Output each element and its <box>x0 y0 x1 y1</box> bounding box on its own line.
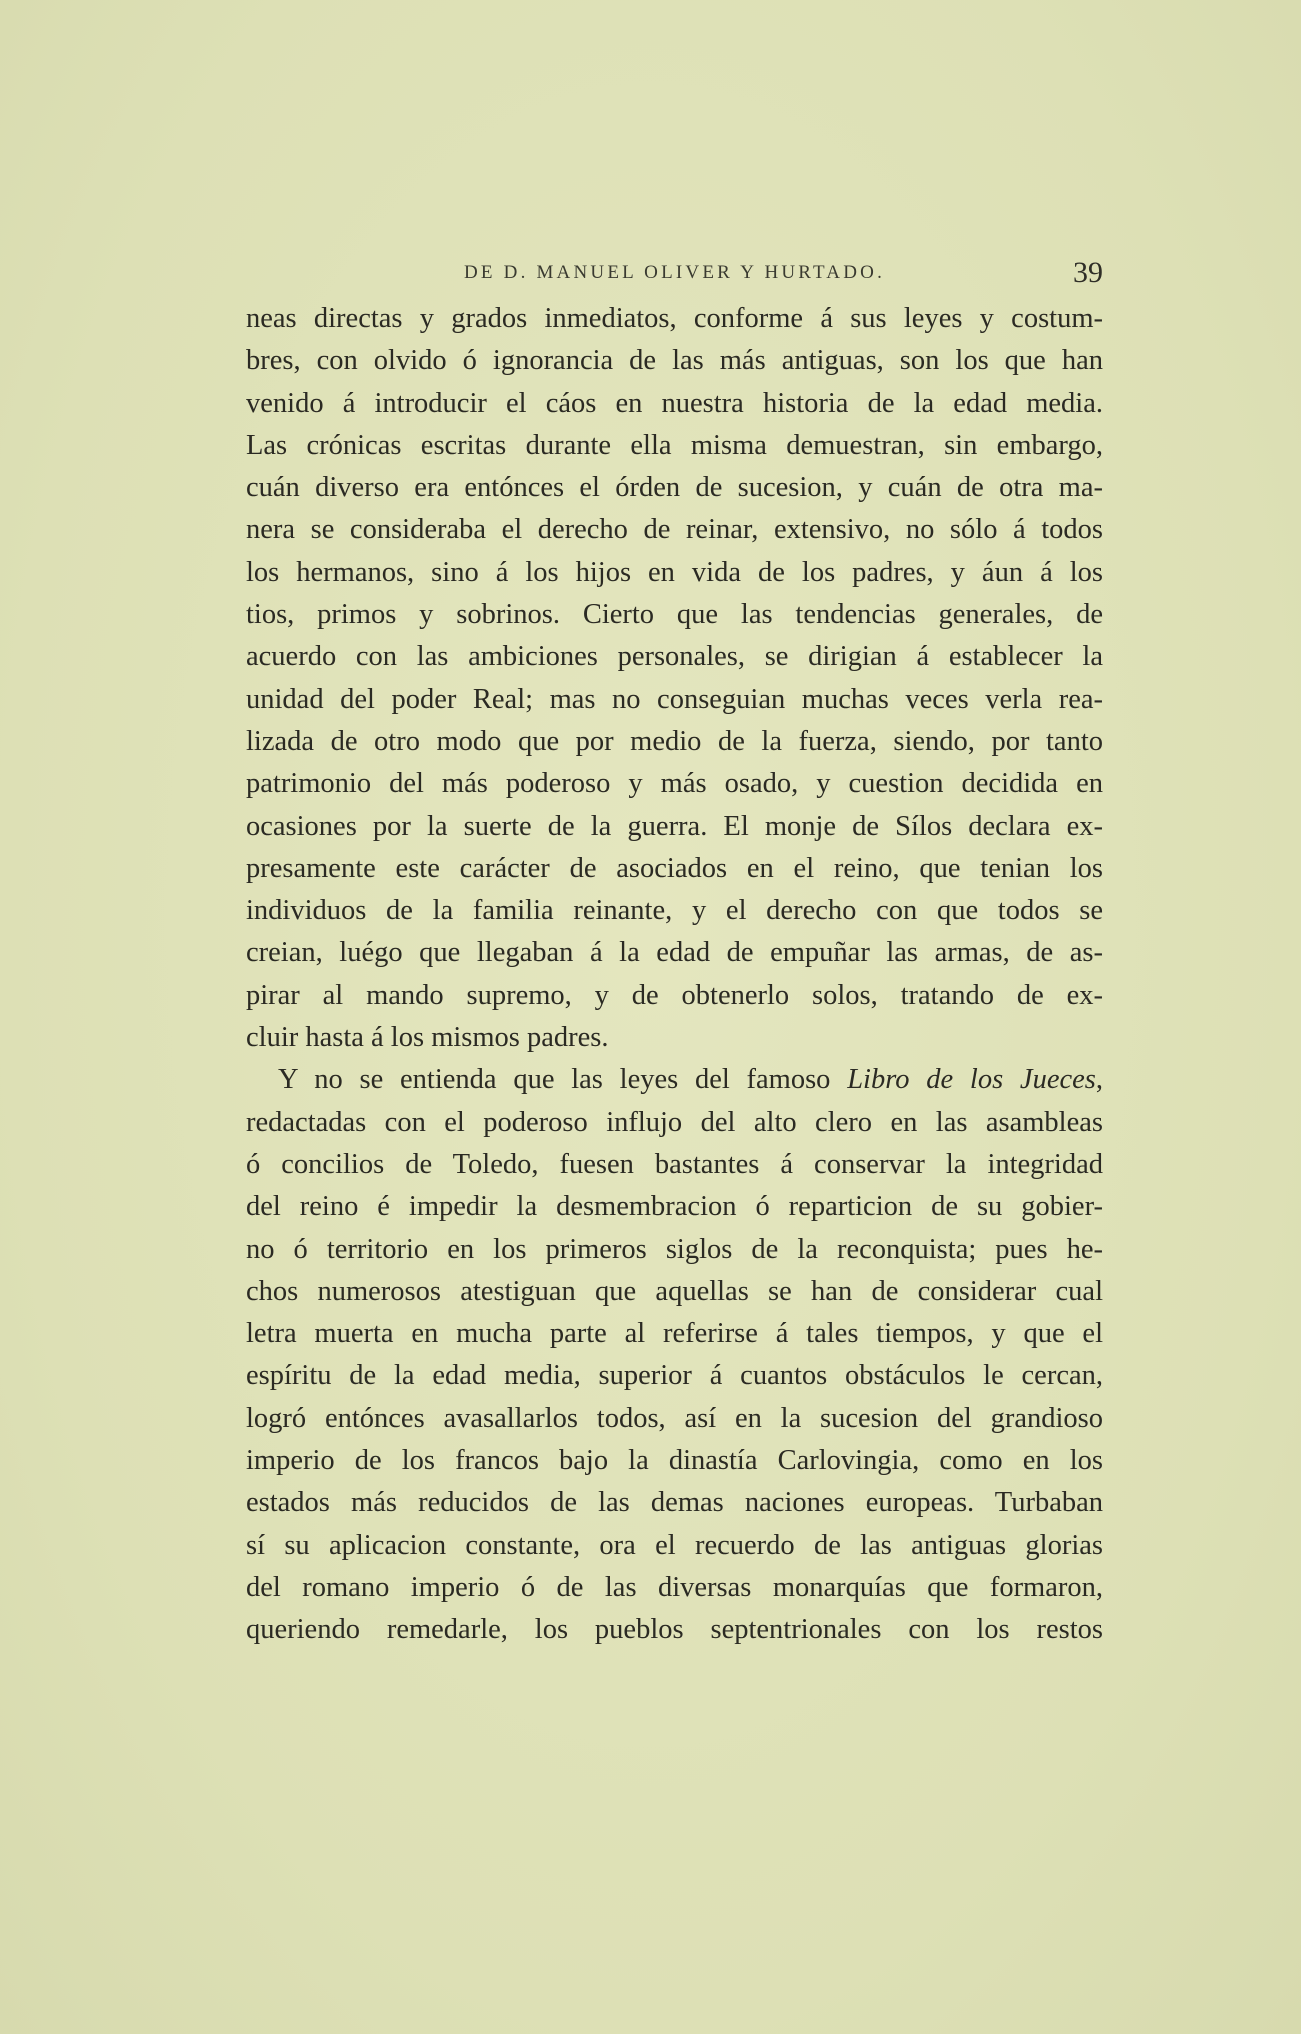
text-line: bres, con olvido ó ignorancia de las más antiguas, son los que han <box>246 345 1103 377</box>
body-text <box>246 298 1103 1652</box>
text-line: Y no se entienda que las leyes del famoso Libro de los Jueces, <box>278 1064 1103 1096</box>
text-line: individuos de la familia reinante, y el derecho con que todos se <box>246 895 1103 927</box>
text-line: acuerdo con las ambiciones personales, se dirigian á establecer la <box>246 641 1103 673</box>
text-line: del reino é impedir la desmembracion ó reparticion de su gobier- <box>246 1191 1103 1223</box>
text-line: los hermanos, sino á los hijos en vida de los padres, y áun á los <box>246 556 1103 588</box>
text-line: sí su aplicacion constante, ora el recuerdo de las antiguas glorias <box>246 1529 1103 1561</box>
text-line: unidad del poder Real; mas no conseguian muchas veces verla rea- <box>246 683 1103 715</box>
text-line: venido á introducir el cáos en nuestra historia de la edad media. <box>246 387 1103 419</box>
running-title: DE D. MANUEL OLIVER Y HURTADO. <box>463 262 886 283</box>
text-line: ocasiones por la suerte de la guerra. El monje de Sílos declara ex- <box>246 810 1103 842</box>
text-line: neas directas y grados inmediatos, conforme á sus leyes y costum- <box>246 303 1103 334</box>
text-line: nera se consideraba el derecho de reinar, extensivo, no sólo á todos <box>246 514 1103 546</box>
text-line: queriendo remedarle, los pueblos septentrionales con los restos <box>246 1614 1103 1646</box>
text-line: patrimonio del más poderoso y más osado, y cuestion decidida en <box>246 768 1103 800</box>
text-line: tios, primos y sobrinos. Cierto que las tendencias generales, de <box>246 599 1103 631</box>
text-line: imperio de los francos bajo la dinastía Carlovingia, como en los <box>246 1445 1103 1477</box>
paragraph-2 <box>246 1059 1103 1651</box>
running-head <box>246 256 1103 296</box>
text-line: creian, luégo que llegaban á la edad de empuñar las armas, de as- <box>246 937 1103 969</box>
text-line: Las crónicas escritas durante ella misma demuestran, sin embargo, <box>246 429 1103 461</box>
paragraph-1 <box>246 298 1103 1059</box>
text-line: chos numerosos atestiguan que aquellas se han de considerar cual <box>246 1275 1103 1307</box>
text-line: presamente este carácter de asociados en el reino, que tenian los <box>246 852 1103 884</box>
text-line: redactadas con el poderoso influjo del alto clero en las asambleas <box>246 1106 1103 1138</box>
book-title: Libro de los Jueces <box>847 1064 1096 1096</box>
text-line: espíritu de la edad media, superior á cuantos obstáculos le cercan, <box>246 1360 1103 1392</box>
text-line: cluir hasta á los mismos padres. <box>246 1022 609 1054</box>
text-line: cuán diverso era entónces el órden de sucesion, y cuán de otra ma- <box>246 472 1103 504</box>
text-line: letra muerta en mucha parte al referirse á tales tiempos, y que el <box>246 1318 1103 1350</box>
text-line: ó concilios de Toledo, fuesen bastantes á conservar la integridad <box>246 1148 1103 1180</box>
text-line: estados más reducidos de las demas naciones europeas. Turbaban <box>246 1487 1103 1519</box>
text-line: logró entónces avasallarlos todos, así en la sucesion del grandioso <box>246 1402 1103 1434</box>
text-line: no ó territorio en los primeros siglos de la reconquista; pues he- <box>246 1233 1103 1265</box>
text-line: pirar al mando supremo, y de obtenerlo solos, tratando de ex- <box>246 979 1103 1011</box>
text-line: lizada de otro modo que por medio de la fuerza, siendo, por tanto <box>246 725 1103 757</box>
page-number: 39 <box>1073 256 1103 289</box>
text-line: del romano imperio ó de las diversas monarquías que formaron, <box>246 1571 1103 1603</box>
